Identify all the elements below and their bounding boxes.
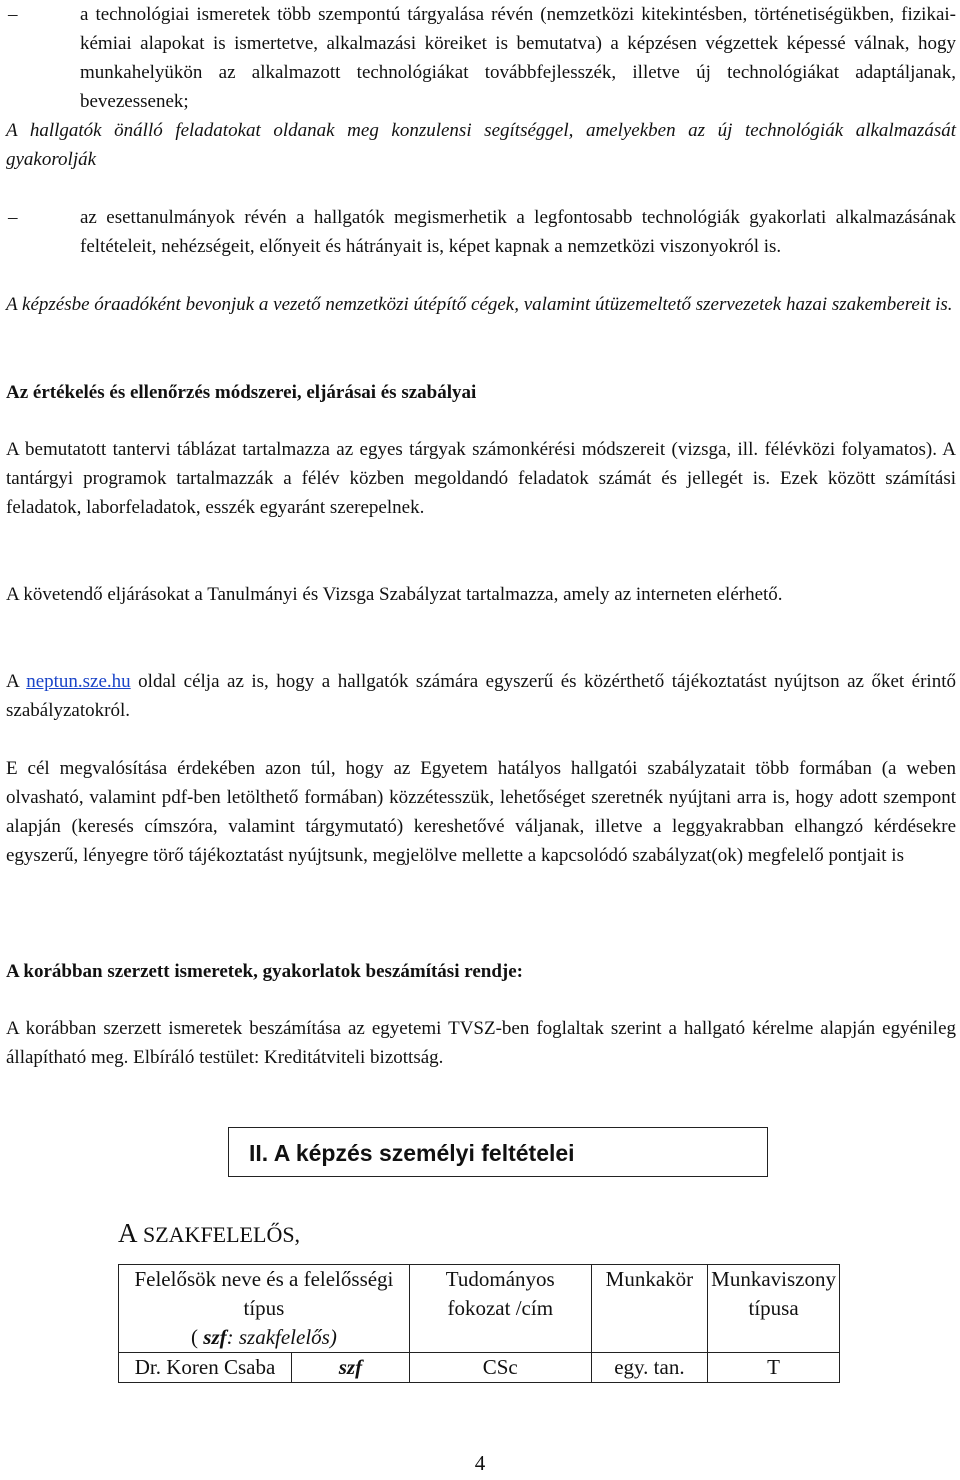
paragraph-prior-learning: A korábban szerzett ismeretek beszámítása az egyetemi TVSZ-ben foglaltak szerint a hallgató kérelme alapján egyénileg állapítható meg. Elbíráló testület: Kreditátviteli bizottság. — [6, 1018, 956, 1068]
header-cell-name — [119, 1265, 410, 1353]
header-name-line3 — [119, 1323, 409, 1352]
cell-name: Dr. Koren Csaba — [119, 1353, 292, 1382]
paragraph-neptun — [6, 667, 956, 725]
bullet-dash: – — [8, 207, 18, 228]
table-header-row — [119, 1265, 840, 1353]
italic-paragraph-2: A képzésbe óraadóként bevonjuk a vezető nemzetközi útépítő cégek, valamint útüzemeltető szervezetek hazai szakembereit is. — [6, 294, 953, 315]
section-heading-prior-learning: A korábban szerzett ismeretek, gyakorlatok beszámítási rendje: — [6, 961, 523, 982]
cell-type: szf — [338, 1355, 363, 1379]
header-degree-filler — [410, 1323, 591, 1352]
neptun-link[interactable]: neptun.sze.hu — [26, 671, 131, 692]
bullet-paragraph-2: az esettanulmányok révén a hallgatók megismerhetik a legfontosabb technológiák gyakorlati alkalmazásának feltételeit, nehézségeit, előnyeit és hátrányait is, képet kapnak a nemzetközi viszonyokról is. — [80, 207, 956, 257]
page-number: 4 — [474, 1451, 486, 1475]
header-degree-text: Tudományos fokozat /cím — [445, 1267, 555, 1320]
szakfelelos-heading — [118, 1218, 300, 1250]
header-position-text: Munkakör — [605, 1267, 694, 1291]
staff-table — [118, 1264, 840, 1383]
paragraph-suffix: oldal célja az is, hogy a hallgatók számára egyszerű és közérthető tájékoztatást nyújtson az őket érintő szabályzatokról. — [6, 671, 956, 721]
paragraph-evaluation: A bemutatott tantervi táblázat tartalmazza az egyes tárgyak számonkérési módszereit (vizsga, ill. félévközi folyamatos). A tantárgyi programok tartalmazzák a félév közben megoldandó feladatok számát és jellegét is. Ezek között számítási feladatok, laborfeladatok, esszék egyaránt szerepelnek. — [6, 439, 956, 518]
section-title-box: II. A képzés személyi feltételei — [228, 1127, 768, 1177]
cell-degree: CSc — [409, 1353, 591, 1383]
header-cell-position — [591, 1265, 708, 1353]
section-heading-evaluation: Az értékelés és ellenőrzés módszerei, eljárásai és szabályai — [6, 382, 477, 403]
cell-employment: T — [708, 1353, 840, 1383]
header-abbr: szf — [203, 1325, 227, 1349]
szakfelelos-rest: SZAKFELELŐS, — [137, 1222, 301, 1247]
cell-name-and-type — [119, 1353, 410, 1383]
szakfelelos-initial: A — [118, 1218, 138, 1248]
header-paren-open: ( — [191, 1325, 204, 1349]
paragraph-prefix: A — [6, 671, 27, 692]
bullet-dash: – — [8, 4, 18, 25]
table-row — [119, 1353, 840, 1383]
cell-position: egy. tan. — [591, 1353, 708, 1383]
header-abbr-rest: : szakfelelős) — [226, 1325, 337, 1349]
paragraph-regulations: E cél megvalósítása érdekében azon túl, hogy az Egyetem hatályos hallgatói szabályzatait több formában (a weben olvasható, valamint pdf-ben letölthető formában) közzétesszük, lehetőséget szeretnék nyújtani arra is, hogy adott szempont alapján (keresés címszóra, valamint tárgymutató) kereshetővé váljanak, illetve a leggyakrabban elhangzó kérdésekre egyszerű, lényegre törő tájékoztatást nyújtsunk, megjelölve mellette a kapcsolódó szabályzat(ok) megfelelő pontjait is — [6, 758, 956, 866]
header-cell-employment: Munkaviszony típusa — [708, 1265, 840, 1353]
bullet-paragraph-1: a technológiai ismeretek több szempontú tárgyalása révén (nemzetközi kitekintésben, történetiségükben, fizikai-kémiai alapokat is ismertetve, alkalmazási köreiket is bemutatva) a képzésen végzettek képessé válnak, hogy munkahelyükön az alkalmazott technológiákat továbbfejlesszék, illetve új technológiákat adaptáljanak, bevezessenek; — [80, 4, 956, 112]
paragraph-procedures: A követendő eljárásokat a Tanulmányi és Vizsga Szabályzat tartalmazza, amely az interneten elérhető. — [6, 584, 783, 605]
italic-paragraph-1: A hallgatók önálló feladatokat oldanak meg konzulensi segítséggel, amelyekben az új technológiák alkalmazását gyakorolják — [6, 120, 956, 170]
header-name-line2: típus — [243, 1296, 285, 1320]
header-name-line1: Felelősök neve és a felelősségi — [134, 1267, 394, 1291]
header-cell-degree — [409, 1265, 591, 1353]
header-position-filler — [592, 1323, 708, 1352]
